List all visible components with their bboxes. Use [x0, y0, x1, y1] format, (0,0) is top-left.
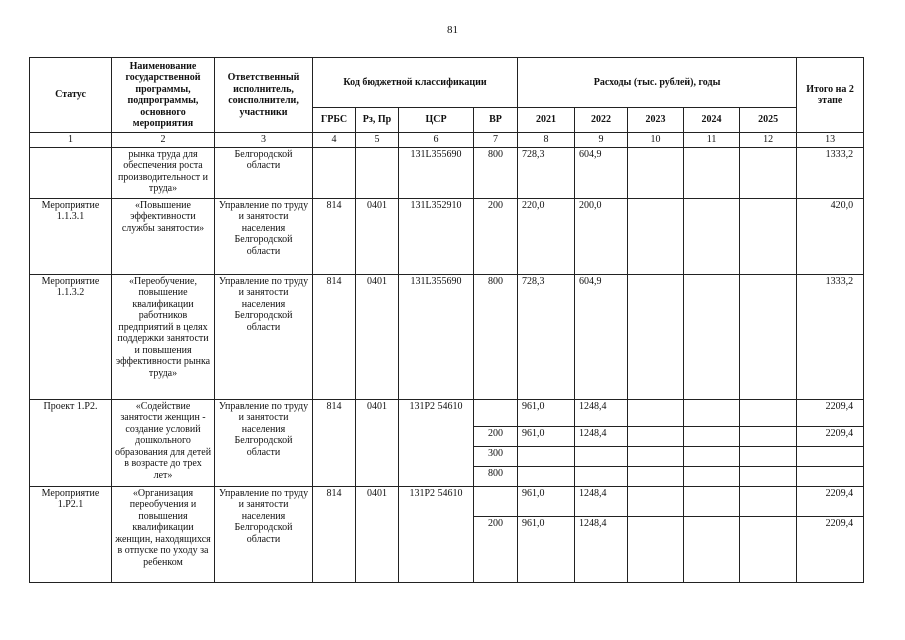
cell-vr	[474, 486, 518, 516]
cell-2023	[628, 274, 684, 399]
cell-2021: 961,0	[518, 399, 575, 426]
table-row	[30, 198, 864, 274]
cell-total: 1333,2	[797, 147, 864, 198]
header-grbs: ГРБС	[313, 108, 356, 133]
cell-vr: 800	[474, 466, 518, 486]
cell-vr: 300	[474, 446, 518, 466]
cell-csr: 131L352910	[399, 198, 474, 274]
col-num: 11	[684, 133, 740, 148]
cell-2022: 1248,4	[575, 486, 628, 516]
cell-2024	[684, 147, 740, 198]
cell-total: 2209,4	[797, 486, 864, 516]
cell-responsible: Белгородской области	[215, 147, 313, 198]
col-num: 3	[215, 133, 313, 148]
cell-total: 1333,2	[797, 274, 864, 399]
cell-status: Мероприятие 1.1.3.2	[30, 274, 112, 399]
col-num: 4	[313, 133, 356, 148]
cell-status: Мероприятие 1.Р2.1	[30, 486, 112, 582]
cell-vr: 200	[474, 516, 518, 582]
cell-responsible: Управление по труду и занятости населения Белгородской области	[215, 274, 313, 399]
cell-2021: 728,3	[518, 147, 575, 198]
cell-status: Мероприятие 1.1.3.1	[30, 198, 112, 274]
cell-2023	[628, 446, 684, 466]
cell-2025	[740, 516, 797, 582]
cell-2023	[628, 147, 684, 198]
budget-table	[29, 57, 864, 583]
header-csr: ЦСР	[399, 108, 474, 133]
cell-grbs	[313, 147, 356, 198]
cell-2022: 604,9	[575, 274, 628, 399]
cell-2022: 604,9	[575, 147, 628, 198]
cell-responsible: Управление по труду и занятости населения Белгородской области	[215, 486, 313, 582]
col-num: 10	[628, 133, 684, 148]
header-year-2024: 2024	[684, 108, 740, 133]
col-num: 8	[518, 133, 575, 148]
cell-grbs: 814	[313, 198, 356, 274]
cell-status	[30, 147, 112, 198]
cell-2021	[518, 466, 575, 486]
cell-2021: 220,0	[518, 198, 575, 274]
cell-vr: 200	[474, 198, 518, 274]
header-year-2022: 2022	[575, 108, 628, 133]
cell-responsible: Управление по труду и занятости населения Белгородской области	[215, 198, 313, 274]
cell-2021: 961,0	[518, 486, 575, 516]
cell-2024	[684, 198, 740, 274]
cell-name: рынка труда для обеспечения роста производительност и труда»	[112, 147, 215, 198]
cell-2025	[740, 147, 797, 198]
col-num: 9	[575, 133, 628, 148]
cell-2023	[628, 426, 684, 446]
cell-total	[797, 466, 864, 486]
col-num: 12	[740, 133, 797, 148]
cell-csr: 131L355690	[399, 147, 474, 198]
col-num: 13	[797, 133, 864, 148]
cell-2021: 961,0	[518, 516, 575, 582]
cell-rzpr: 0401	[356, 486, 399, 582]
header-budget-code: Код бюджетной классификации	[313, 58, 518, 108]
cell-2022: 200,0	[575, 198, 628, 274]
cell-grbs: 814	[313, 486, 356, 582]
col-num: 6	[399, 133, 474, 148]
cell-2025	[740, 198, 797, 274]
col-num: 5	[356, 133, 399, 148]
cell-total: 2209,4	[797, 426, 864, 446]
cell-rzpr: 0401	[356, 274, 399, 399]
table-row	[30, 486, 864, 516]
header-vr: ВР	[474, 108, 518, 133]
cell-2025	[740, 399, 797, 426]
header-total: Итого на 2 этапе	[797, 58, 864, 133]
header-name: Наименование государственной программы, подпрограммы, основного мероприятия	[112, 58, 215, 133]
header-year-2023: 2023	[628, 108, 684, 133]
cell-2022	[575, 466, 628, 486]
cell-csr: 131L355690	[399, 274, 474, 399]
cell-rzpr: 0401	[356, 399, 399, 486]
cell-2022: 1248,4	[575, 516, 628, 582]
cell-name: «Повышение эффективности службы занятости»	[112, 198, 215, 274]
cell-total	[797, 446, 864, 466]
cell-2021: 961,0	[518, 426, 575, 446]
cell-2021: 728,3	[518, 274, 575, 399]
cell-2023	[628, 198, 684, 274]
cell-2024	[684, 446, 740, 466]
cell-rzpr: 0401	[356, 198, 399, 274]
col-num: 7	[474, 133, 518, 148]
cell-total: 2209,4	[797, 399, 864, 426]
cell-2023	[628, 466, 684, 486]
cell-total: 2209,4	[797, 516, 864, 582]
cell-grbs: 814	[313, 399, 356, 486]
cell-vr	[474, 399, 518, 426]
page-number: 81	[447, 24, 458, 36]
cell-2022: 1248,4	[575, 426, 628, 446]
cell-2025	[740, 274, 797, 399]
cell-name: «Переобучение, повышение квалификации работников предприятий в целях поддержки занятости и повышения эффективности рынка труда»	[112, 274, 215, 399]
cell-2024	[684, 516, 740, 582]
cell-csr: 131Р2 54610	[399, 399, 474, 486]
cell-2024	[684, 426, 740, 446]
cell-vr: 200	[474, 426, 518, 446]
column-number-row	[30, 133, 864, 148]
cell-2021	[518, 446, 575, 466]
header-responsible: Ответственный исполнитель, соисполнители, участники	[215, 58, 313, 133]
col-num: 2	[112, 133, 215, 148]
header-year-2025: 2025	[740, 108, 797, 133]
cell-2022	[575, 446, 628, 466]
cell-2025	[740, 446, 797, 466]
header-year-2021: 2021	[518, 108, 575, 133]
cell-responsible: Управление по труду и занятости населения Белгородской области	[215, 399, 313, 486]
cell-2024	[684, 399, 740, 426]
cell-rzpr	[356, 147, 399, 198]
cell-2025	[740, 466, 797, 486]
cell-2024	[684, 466, 740, 486]
col-num: 1	[30, 133, 112, 148]
header-status: Статус	[30, 58, 112, 133]
cell-2022: 1248,4	[575, 399, 628, 426]
cell-vr: 800	[474, 147, 518, 198]
cell-2023	[628, 516, 684, 582]
cell-name: «Содействие занятости женщин - создание условий дошкольного образования для детей в возрасте до трех лет»	[112, 399, 215, 486]
table-row	[30, 147, 864, 198]
cell-status: Проект 1.Р2.	[30, 399, 112, 486]
table-row	[30, 274, 864, 399]
cell-total: 420,0	[797, 198, 864, 274]
cell-2025	[740, 426, 797, 446]
cell-2023	[628, 486, 684, 516]
cell-2023	[628, 399, 684, 426]
cell-grbs: 814	[313, 274, 356, 399]
cell-2025	[740, 486, 797, 516]
header-rz-pr: Рз, Пр	[356, 108, 399, 133]
cell-vr: 800	[474, 274, 518, 399]
cell-csr: 131Р2 54610	[399, 486, 474, 582]
cell-2024	[684, 486, 740, 516]
header-expenses: Расходы (тыс. рублей), годы	[518, 58, 797, 108]
table-row	[30, 399, 864, 426]
cell-2024	[684, 274, 740, 399]
cell-name: «Организация переобучения и повышения квалификации женщин, находящихся в отпуске по уходу за ребенком	[112, 486, 215, 582]
